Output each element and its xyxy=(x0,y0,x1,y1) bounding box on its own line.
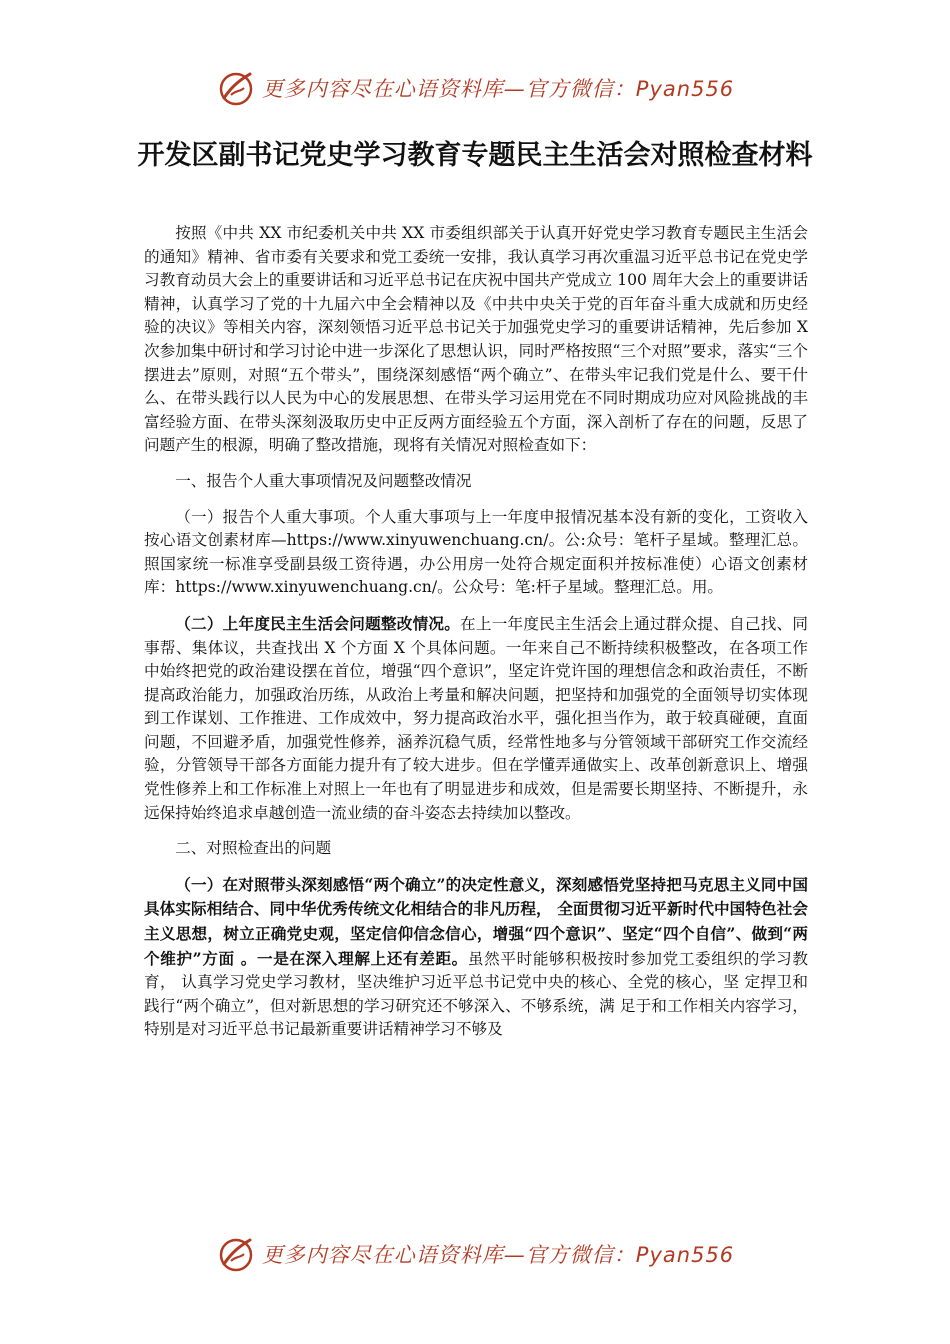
footer-watermark-banner xyxy=(0,1232,950,1276)
section-1-paragraph-2-text: 在上一年度民主生活会上通过群众提、自己找、同事帮、集体议，共查找出 X 个方面 X 个具体问题。一年来自己不断持续积极整改，在各项工作中始终把党的政治建设摆在首位，增强“四个意识”，坚定许党许国的理想信念和政治责任，不断提高政治能力，加强政治历练，从政治上考量和解决问题，把坚持和加强党的全面领导切实体现到工作谋划、工作推进、工作成效中，努力提高政治水平，强化担当作为，敢于较真碰硬，直面问题，不回避矛盾，加强党性修养，涵养沉稳气质，经常性地多与分管领域干部研究工作交流经验，分管领导干部各方面能力提升有了较大进步。但在学懂弄通做实上、改革创新意识上、增强党性修养上和工作标准上对照上一年也有了明显进步和成效，但是需要长期坚持、不断提升，永远保持始终追求卓越创造一流业绩的奋斗姿态去持续加以整改。 xyxy=(144,614,808,822)
section-1-paragraph-2 xyxy=(144,612,808,825)
watermark-text: 更多内容尽在心语资料库—官方微信：Pyan556 xyxy=(261,1243,735,1267)
section-2-heading: 二、对照检查出的问题 xyxy=(175,839,332,858)
section-2-paragraph-1-text: 虽然平时能够积极按时参加党工委组织的学习教育， 认真学习党史学习教材，坚决维护习近平总书记党中央的核心、全党的核心，坚 定捍卫和践行“两个确立”，但对新思想的学习研究还不够深入、不够系统，满 足于和工作相关内容学习，特别是对习近平总书记最新重要讲话精神学习不够及 xyxy=(144,949,808,1039)
header-watermark-banner xyxy=(0,66,950,110)
section-1-subheading-2: （二）上年度民主生活会问题整改情况。 xyxy=(175,613,461,633)
brush-logo-icon xyxy=(216,1234,256,1274)
brush-logo-icon xyxy=(216,68,256,108)
watermark-text: 更多内容尽在心语资料库—官方微信：Pyan556 xyxy=(261,77,735,101)
document-title: 开发区副书记党史学习教育专题民主生活会对照检查材料 xyxy=(137,140,813,171)
intro-paragraph: 按照《中共 XX 市纪委机关中共 XX 市委组织部关于认真开好党史学习教育专题民主生活会的通知》精神、省市委有关要求和党工委统一安排，我认真学习再次重温习近平总书记在党史学习教育动员大会上的重要讲话和习近平总书记在庆祝中国共产党成立 100 周年大会上的重要讲话精神，认真学习了党的十九届六中全会精神以及《中共中央关于党的百年奋斗重大成就和历史经验的决议》等相关内容，深刻领悟习近平总书记关于加强党史学习的重要讲话精神，先后参加 X 次参加集中研讨和学习讨论中进一步深化了思想认识，同时严格按照“三个对照”要求，落实“三个摆进去”原则，对照“五个带头”，围绕深刻感悟“两个确立”、在带头牢记我们党是什么、要干什么、在带头践行以人民为中心的发展思想、在带头学习运用党在不同时期成功应对风险挑战的丰富经验方面、在带头深刻汲取历史中正反两方面经验五个方面，深入剖析了存在的问题，反思了问题产生的根源，明确了整改措施，现将有关情况对照检查如下： xyxy=(144,224,808,455)
section-2-paragraph-1 xyxy=(144,873,808,1042)
section-1-paragraph-1: （一）报告个人重大事项。个人重大事项与上一年度申报情况基本没有新的变化，工资收入按心语文创素材库—https://www.xinyuwenchuang.cn/。公:众号：笔杆子星域。整理汇总。照国家统一标准享受副县级工资待遇，办公用房一处符合规定面积并按标准使）心语文创素材库：https://www.xinyuwenchuang.cn/。公众号：笔:杆子星域。整理汇总。用。 xyxy=(144,507,808,597)
document-body xyxy=(144,222,808,1054)
section-2-subheading-1: （一）在对照带头深刻感悟“两个确立”的决定性意义，深刻感悟党坚持把马克思主义同中国具体实际相结合、同中华优秀传统文化相结合的非凡历程， 全面贯彻习近平新时代中国特色社会主义思想，树立正确党史观，坚定信仰信念信心，增强“四个意识”、坚定“四个自信”、做到“两个维护”方面 。一是在深入理解上还有差距。 xyxy=(144,874,808,968)
section-1-heading: 一、报告个人重大事项情况及问题整改情况 xyxy=(175,471,472,490)
